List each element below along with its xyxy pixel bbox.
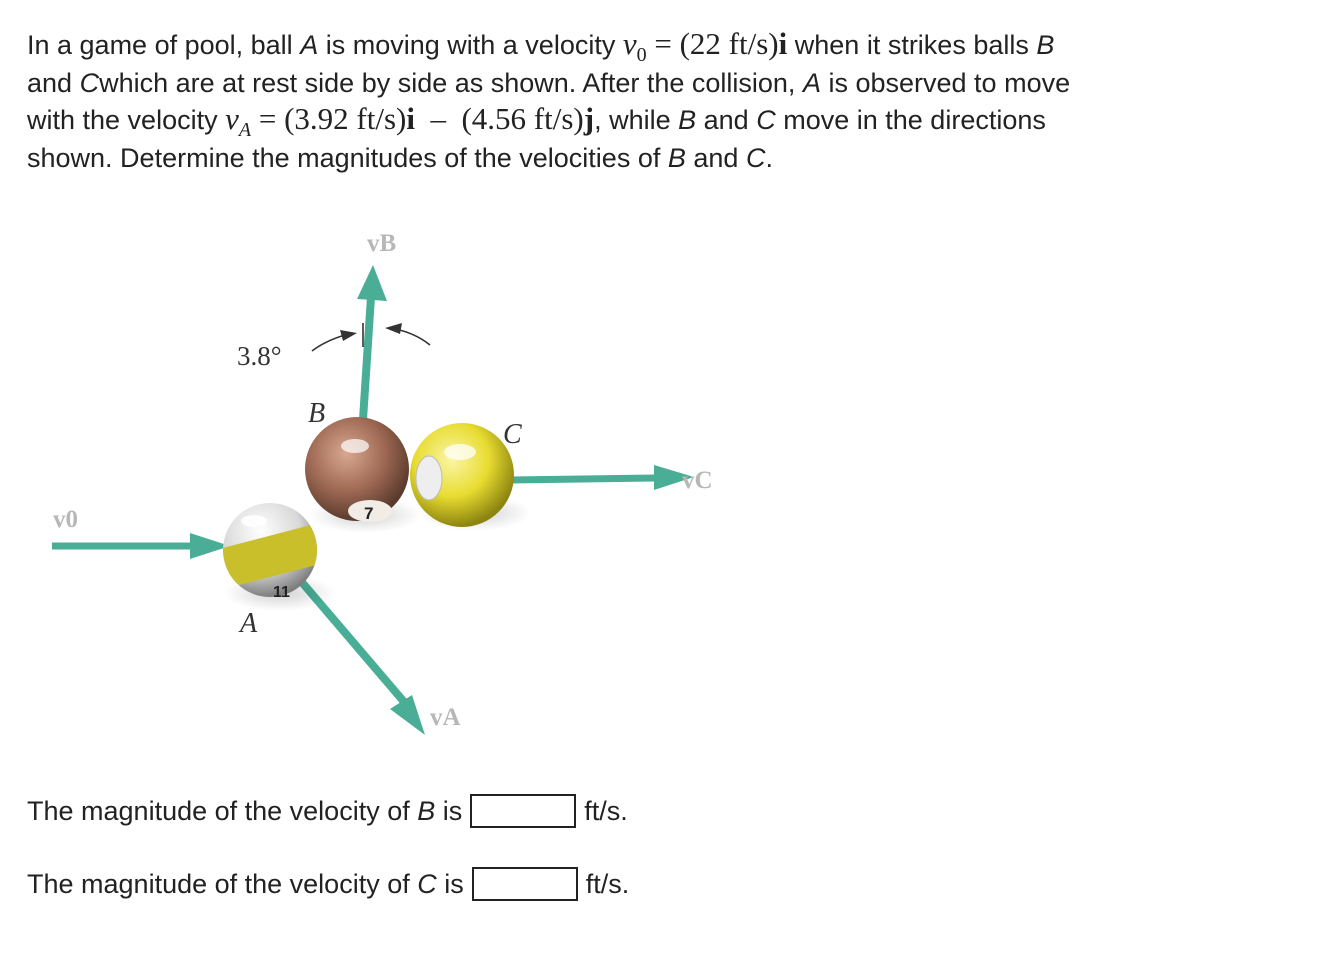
va-expression: $v_A = (3.92$ ft/s)i – (4.56 ft/s)j <box>225 101 595 141</box>
ball-a-ref: A <box>802 68 821 98</box>
answer-b-unit: ft/s. <box>584 795 628 826</box>
ball-c-ref: C <box>745 143 766 173</box>
answer-b-ball: B <box>417 795 436 826</box>
problem-text: shown. Determine the magnitudes of the velocities of <box>27 143 661 173</box>
problem-text: move in the directions <box>783 105 1046 135</box>
ball-a-ref: A <box>300 30 319 60</box>
problem-text: and <box>693 143 739 173</box>
problem-text: when it strikes balls <box>794 30 1029 60</box>
ball-b-ref: B <box>667 143 686 173</box>
ball-b-ref: B <box>1036 30 1055 60</box>
angle-label: 3.8° <box>237 341 282 371</box>
velocity-b-input[interactable] <box>470 794 576 828</box>
v0-label: v0 <box>53 506 78 533</box>
velocity-c-input[interactable] <box>472 867 578 901</box>
vc-label: vC <box>682 467 713 494</box>
problem-text: with the velocity <box>27 105 218 135</box>
v0-expression: $v_0 = (22$ ft/s)i <box>622 26 788 66</box>
ball-a-letter: A <box>240 608 258 639</box>
collision-diagram <box>40 215 740 755</box>
answer-c-unit: ft/s. <box>585 868 630 899</box>
answer-c-is: is <box>444 868 464 899</box>
vb-label: vB <box>367 230 397 257</box>
problem-text: , while <box>594 105 671 135</box>
ball-b-ref: B <box>678 105 697 135</box>
problem-statement: In a game of pool, ball A is moving with a velocity $v_0 = (22$ ft/s)i when it strikes balls B and Cwhich are at rest side by side as shown. After the collision, A is observed to move with the velocity $v_A = (3.92$ ft/s)i – (4.56 ft/s)j, while B and C move in the directions shown. Determine the magnitudes of the velocities of B and C. <box>27 26 1071 173</box>
problem-text: is observed to move <box>828 68 1071 98</box>
answer-row-b <box>27 790 629 832</box>
va-label: vA <box>430 704 461 731</box>
ball-c-ref: C <box>756 105 776 135</box>
ball-c-letter: C <box>503 419 522 450</box>
vc-arrow <box>510 465 694 490</box>
answer-row-c <box>27 863 629 905</box>
answer-c-ball: C <box>417 868 437 899</box>
problem-text: In a game of pool, ball <box>27 30 293 60</box>
problem-text: and <box>27 68 73 98</box>
ball-b-letter: B <box>308 398 326 429</box>
ball-c <box>410 423 514 527</box>
answer-c-label: The magnitude of the velocity of <box>27 868 410 899</box>
ball-a-number: 11 <box>273 584 290 601</box>
problem-text: and <box>703 105 749 135</box>
ball-b-number: 7 <box>364 504 374 523</box>
problem-text: which are at rest side by side as shown. After the collision, <box>99 68 796 98</box>
answer-b-label: The magnitude of the velocity of <box>27 795 410 826</box>
v0-arrow <box>52 533 230 559</box>
problem-text: is moving with a velocity <box>325 30 616 60</box>
answer-b-is: is <box>442 795 463 826</box>
answer-section <box>27 790 629 936</box>
ball-c-ref: C <box>79 68 100 98</box>
